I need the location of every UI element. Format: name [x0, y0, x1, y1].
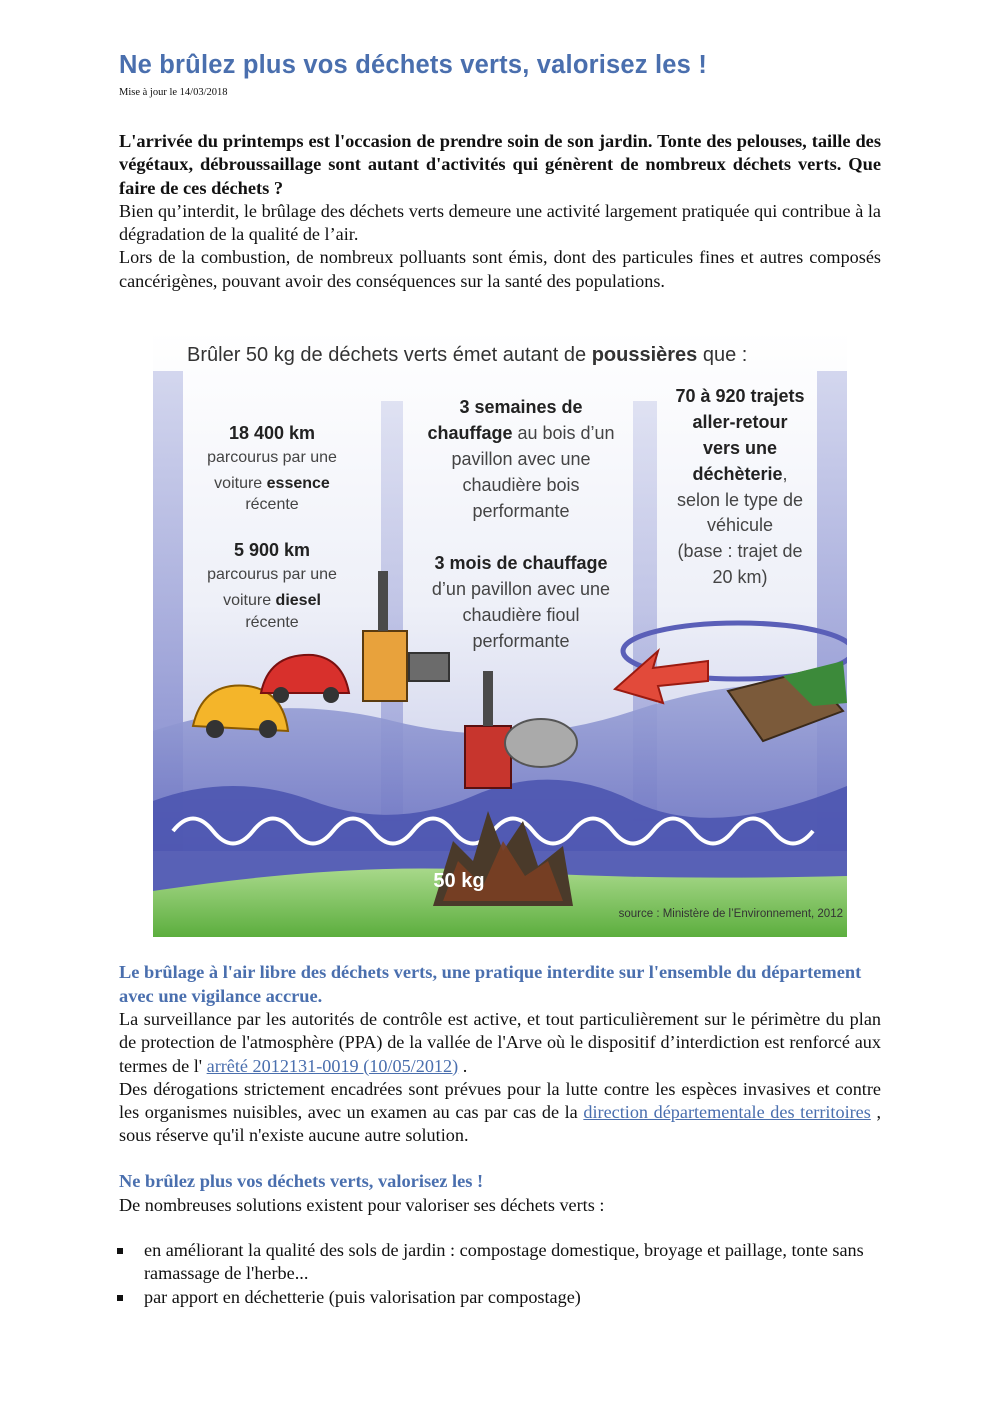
section-valorise-heading: Ne brûlez plus vos déchets verts, valorisez les ! [119, 1171, 484, 1191]
trips-line-4: déchèterie, [692, 464, 788, 484]
list-item-text: en améliorant la qualité des sols de jardin : compostage domestique, broyage et paillage, tonte sans ramassage de l'herbe... [144, 1240, 864, 1284]
section-ban [119, 961, 881, 1148]
diesel-km: 5 900 km [233, 540, 311, 560]
page-title: Ne brûlez plus vos déchets verts, valorisez les ! [119, 51, 708, 79]
wood-line-5: performante [472, 501, 570, 521]
wood-line-4: chaudière bois [462, 475, 580, 495]
text-span: . [458, 1055, 468, 1076]
wood-line-1: 3 semaines de [459, 397, 583, 417]
section-ban-paragraph-2 [119, 1078, 881, 1148]
trips-line-6: véhicule [706, 515, 774, 535]
intro-paragraph-1: Bien qu’interdit, le brûlage des déchets verts demeure une activité largement pratiquée qui contribue à la dégradation de la qualité de l’air. [119, 200, 881, 245]
list-item-text: par apport en déchetterie (puis valorisation par compostage) [144, 1286, 581, 1307]
oil-line-2: d’un pavillon avec une [431, 579, 611, 599]
text-span: , sous réserve qu'il n'existe aucune autre solution. [119, 1102, 881, 1146]
petrol-line-1: parcourus par une [207, 449, 337, 466]
document-page [119, 48, 881, 293]
trips-line-5: selon le type de [676, 490, 804, 510]
diesel-line-3: récente [245, 614, 299, 631]
section-ban-paragraph-1 [119, 1008, 881, 1078]
wood-line-2: chauffage au bois d’un [427, 423, 615, 443]
text-span: Des dérogations strictement encadrées sont prévues pour la lutte contre les espèces invasives et contre les organismes nuisibles, avec un examen au cas par cas de la [119, 1078, 881, 1123]
petrol-km: 18 400 km [228, 423, 316, 443]
solutions-list [119, 1239, 881, 1309]
intro-paragraph-2: Lors de la combustion, de nombreux polluants sont émis, dont des particules fines et autres composés cancérigènes, pouvant avoir des conséquences sur la santé des populations. [119, 247, 881, 291]
section-valorise [119, 1170, 881, 1217]
text-span: La surveillance par les autorités de contrôle est active, et tout particulièrement sur le périmètre du plan de protection de l'atmosphère (PPA) de la vallée de l'Arve où le dispositif d’interdiction est renforcé aux termes de l' [119, 1009, 881, 1076]
section-ban-heading: Le brûlage à l'air libre des déchets verts, une pratique interdite sur l'ensemble du département avec une vigilance accrue. [119, 962, 862, 1006]
trips-line-2: aller-retour [692, 412, 788, 432]
pile-weight: 50 kg [433, 870, 485, 892]
oil-line-3: chaudière fioul [462, 605, 580, 625]
diesel-line-1: parcourus par une [207, 566, 337, 583]
list-item [119, 1286, 881, 1309]
trips-line-3: vers une [702, 438, 778, 458]
petrol-line-2: voiture essence [214, 475, 330, 492]
diesel-line-2: voiture diesel [223, 592, 321, 609]
list-item [119, 1239, 881, 1286]
wood-line-3: pavillon avec une [451, 449, 591, 469]
trips-line-1: 70 à 920 trajets [675, 386, 805, 406]
bullet-icon [117, 1248, 123, 1254]
decree-link[interactable]: arrêté 2012131-0019 (10/05/2012) [206, 1055, 459, 1076]
oil-line-4: performante [472, 631, 570, 651]
infographic [153, 331, 847, 937]
update-date: Mise à jour le 14/03/2018 [119, 87, 228, 98]
infographic-headline: Brûler 50 kg de déchets verts émet autant de poussières que : [187, 344, 748, 366]
bullet-icon [117, 1295, 123, 1301]
petrol-line-3: récente [245, 496, 299, 513]
infographic-source: source : Ministère de l’Environnement, 2012 [618, 908, 843, 920]
trips-line-8: 20 km) [712, 567, 768, 587]
intro-lead: L'arrivée du printemps est l'occasion de prendre soin de son jardin. Tonte des pelouses, taille des végétaux, débroussaillage sont autant d'activités qui génèrent de nombreux déchets verts. Que faire de ces déchets ? [119, 131, 881, 198]
trips-line-7: (base : trajet de [677, 541, 803, 561]
section-valorise-paragraph: De nombreuses solutions existent pour valoriser ses déchets verts : [119, 1194, 605, 1215]
oil-line-1: 3 mois de chauffage [434, 553, 608, 573]
ddt-link[interactable]: direction départementale des territoires [583, 1102, 871, 1123]
